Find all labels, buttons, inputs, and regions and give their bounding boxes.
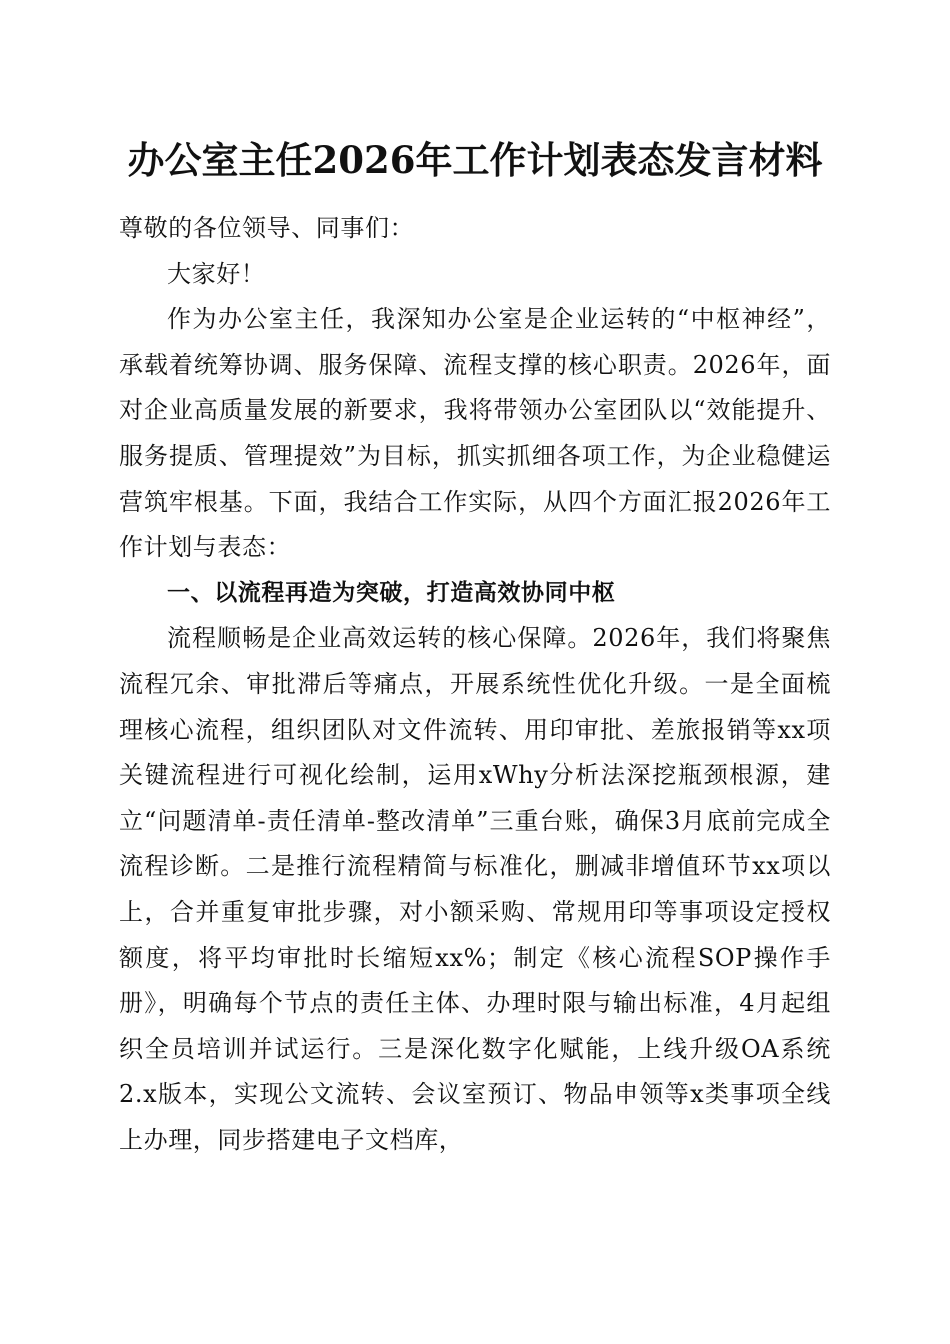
section-heading-1: 一、以流程再造为突破，打造高效协同中枢 xyxy=(167,579,616,606)
section-1-paragraph: 流程顺畅是企业高效运转的核心保障。2026年，我们将聚焦流程冗余、审批滞后等痛点，开展系统性优化升级。一是全面梳理核心流程，组织团队对文件流转、用印审批、差旅报销等xx项关键流程进行可视化绘制，运用xWhy分析法深挖瓶颈根源，建立“问题清单-责任清单-整改清单”三重台账，确保3月底前完成全流程诊断。二是推行流程精简与标准化，删减非增值环节xx项以上，合并重复审批步骤，对小额采购、常规用印等事项设定授权额度，将平均审批时长缩短xx%；制定《核心流程SOP操作手册》，明确每个节点的责任主体、办理时限与输出标准，4月起组织全员培训并试运行。三是深化数字化赋能，上线升级OA系统2.x版本，实现公文流转、会议室预订、物品申领等x类事项全线上办理，同步搭建电子文档库， xyxy=(119,624,831,1154)
document-body xyxy=(119,206,831,1163)
document-title: 办公室主任2026年工作计划表态发言材料 xyxy=(127,138,823,182)
greeting: 大家好！ xyxy=(167,259,266,288)
salutation: 尊敬的各位领导、同事们： xyxy=(119,214,415,242)
intro-paragraph: 作为办公室主任，我深知办公室是企业运转的“中枢神经”，承载着统筹协调、服务保障、流程支撑的核心职责。2026年，面对企业高质量发展的新要求，我将带领办公室团队以“效能提升、服务提质、管理提效”为目标，抓实抓细各项工作，为企业稳健运营筑牢根基。下面，我结合工作实际，从四个方面汇报2026年工作计划与表态： xyxy=(119,305,831,562)
